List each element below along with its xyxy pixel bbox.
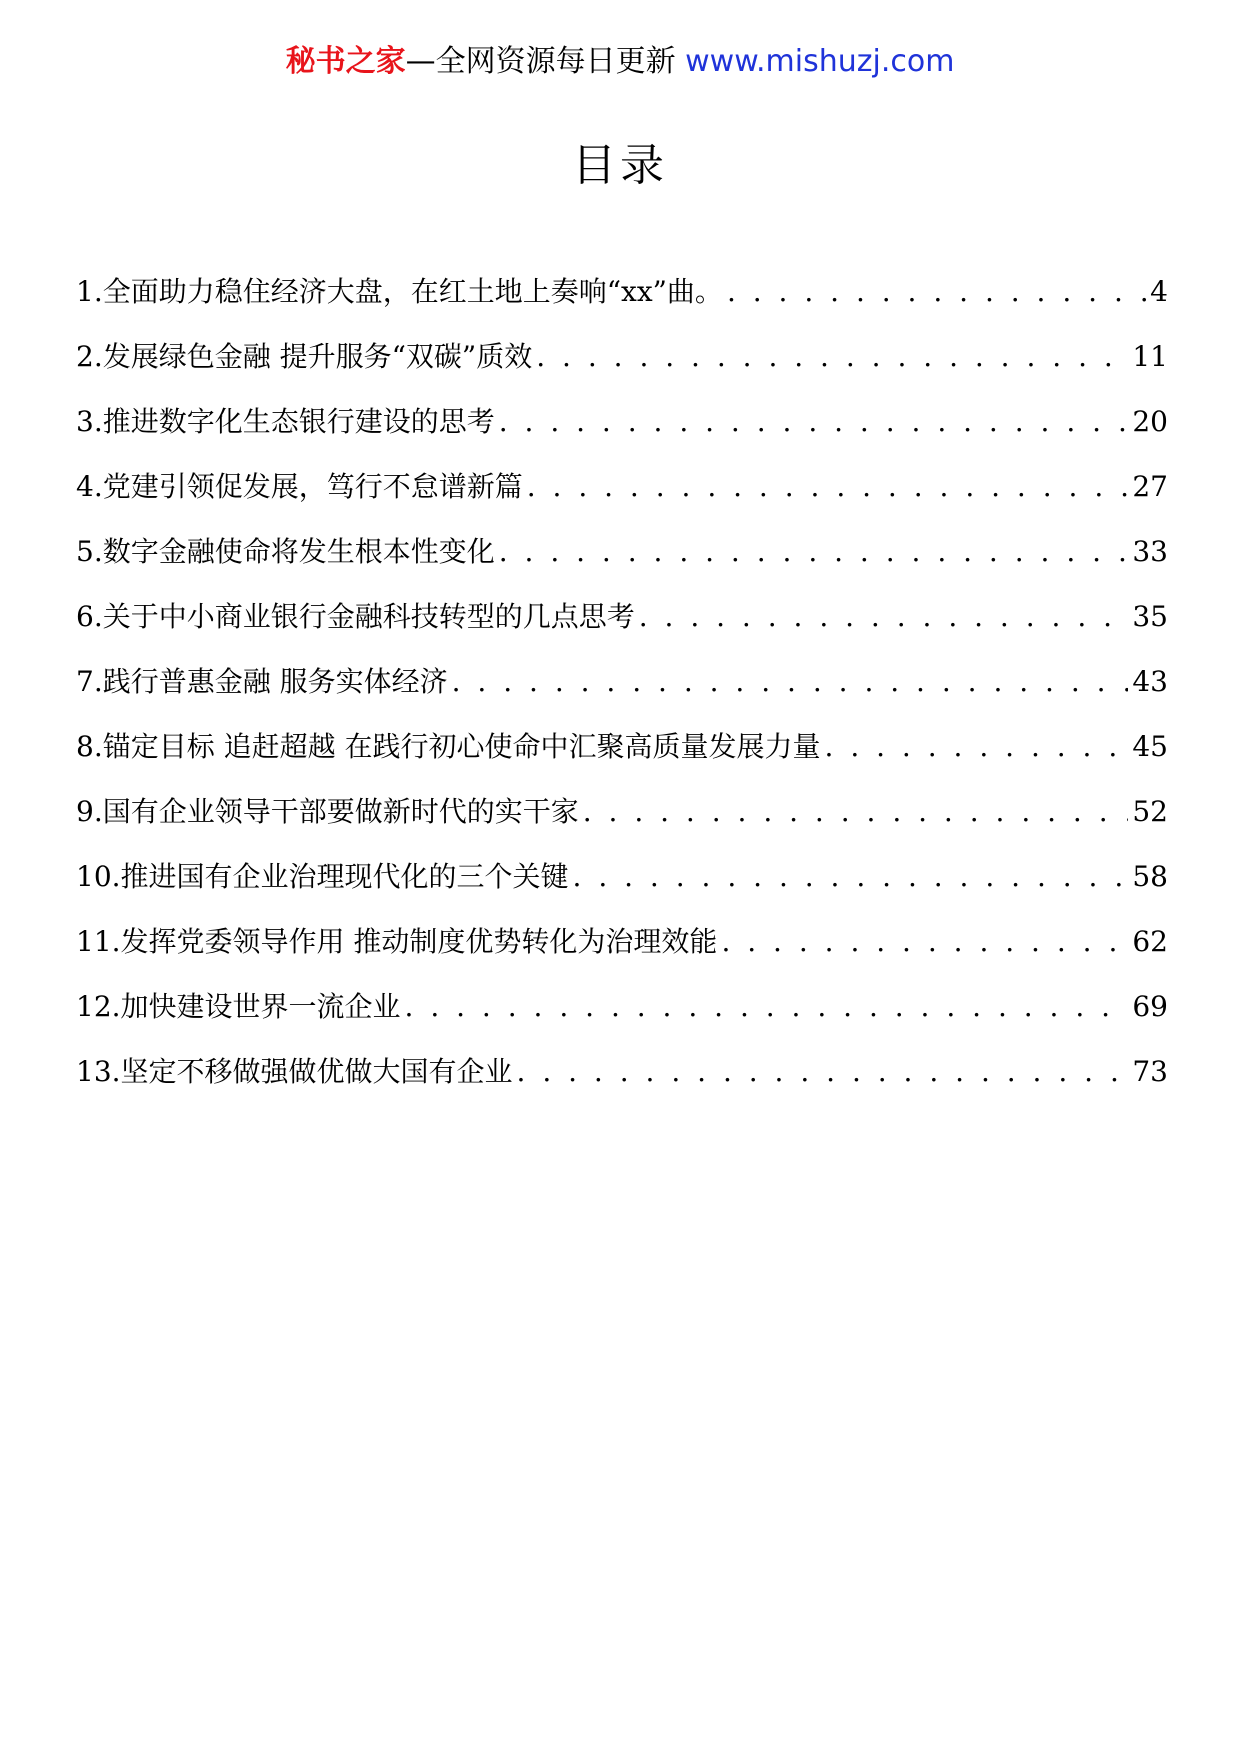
- toc-entry-label: 1.全面助力稳住经济大盘，在红土地上奏响“xx”曲。: [76, 275, 723, 308]
- dot-leader: [721, 922, 1128, 962]
- toc-entry-label: 3.推进数字化生态银行建设的思考: [76, 405, 495, 438]
- toc-entry-label: 6.关于中小商业银行金融科技转型的几点思考: [76, 600, 635, 633]
- toc-page-number: 52: [1132, 795, 1168, 828]
- toc-entry[interactable]: [76, 337, 1168, 402]
- toc-entry[interactable]: [76, 662, 1168, 727]
- toc-entry-label: 4.党建引领促发展，笃行不怠谱新篇: [76, 470, 523, 503]
- toc-page-number: 43: [1132, 665, 1168, 698]
- toc-entry[interactable]: [76, 1052, 1168, 1117]
- toc-entry-label: 12.加快建设世界一流企业: [76, 990, 401, 1023]
- toc-entry-label: 10.推进国有企业治理现代化的三个关键: [76, 860, 569, 893]
- toc-entry[interactable]: [76, 857, 1168, 922]
- toc-entry[interactable]: [76, 272, 1168, 337]
- dot-leader: [499, 532, 1129, 572]
- table-of-contents: [76, 272, 1168, 1117]
- dot-leader: [639, 597, 1129, 637]
- toc-entry-label: 11.发挥党委领导作用 推动制度优势转化为治理效能: [76, 925, 718, 958]
- brand-name: 秘书之家: [285, 44, 406, 79]
- toc-page-number: 11: [1132, 340, 1168, 373]
- toc-entry-label: 13.坚定不移做强做优做大国有企业: [76, 1055, 513, 1088]
- toc-entry[interactable]: [76, 532, 1168, 597]
- toc-page-number: 27: [1132, 470, 1168, 503]
- toc-entry[interactable]: [76, 922, 1168, 987]
- dot-leader: [405, 987, 1129, 1027]
- toc-entry-label: 2.发展绿色金融 提升服务“双碳”质效: [76, 340, 533, 373]
- toc-page-number: 62: [1132, 925, 1168, 958]
- dot-leader: [536, 337, 1128, 377]
- toc-entry[interactable]: [76, 727, 1168, 792]
- toc-entry-label: 7.践行普惠金融 服务实体经济: [76, 665, 448, 698]
- site-url-link[interactable]: www.mishuzj.com: [685, 44, 955, 79]
- site-header: [0, 42, 1240, 82]
- toc-page-number: 33: [1132, 535, 1168, 568]
- dot-leader: [583, 792, 1129, 832]
- toc-page-number: 20: [1132, 405, 1168, 438]
- dot-leader: [499, 402, 1129, 442]
- dot-leader: [573, 857, 1129, 897]
- dot-leader: [825, 727, 1129, 767]
- dot-leader: [527, 467, 1129, 507]
- header-tagline: —全网资源每日更新: [405, 44, 686, 79]
- dot-leader: [517, 1052, 1129, 1092]
- dot-leader: [452, 662, 1129, 702]
- toc-page-number: 35: [1132, 600, 1168, 633]
- toc-page-number: 4: [1150, 275, 1168, 308]
- dot-leader: [727, 272, 1146, 312]
- toc-page-number: 73: [1132, 1055, 1168, 1088]
- toc-page-number: 58: [1132, 860, 1168, 893]
- toc-page-number: 45: [1132, 730, 1168, 763]
- toc-entry[interactable]: [76, 597, 1168, 662]
- toc-entry[interactable]: [76, 987, 1168, 1052]
- toc-entry[interactable]: [76, 467, 1168, 532]
- toc-entry-label: 8.锚定目标 追赶超越 在践行初心使命中汇聚高质量发展力量: [76, 730, 821, 763]
- toc-page-number: 69: [1132, 990, 1168, 1023]
- toc-entry-label: 9.国有企业领导干部要做新时代的实干家: [76, 795, 579, 828]
- toc-entry[interactable]: [76, 402, 1168, 467]
- toc-entry-label: 5.数字金融使命将发生根本性变化: [76, 535, 495, 568]
- page-title: 目录: [572, 140, 668, 191]
- toc-entry[interactable]: [76, 792, 1168, 857]
